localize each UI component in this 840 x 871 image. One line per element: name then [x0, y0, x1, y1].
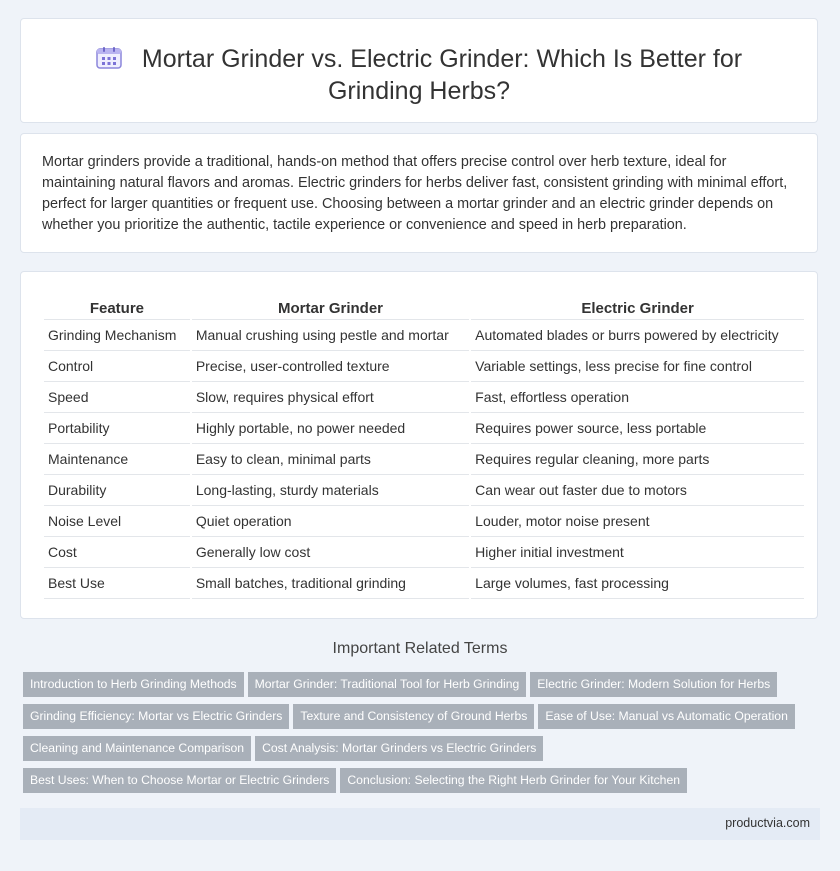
related-term-tag[interactable]: Conclusion: Selecting the Right Herb Grinder for Your Kitchen	[340, 768, 687, 793]
cell-electric-grinder: Fast, effortless operation	[471, 382, 804, 413]
related-term-tag[interactable]: Grinding Efficiency: Mortar vs Electric Grinders	[23, 704, 289, 729]
cell-electric-grinder: Higher initial investment	[471, 537, 804, 568]
header-card	[20, 18, 818, 123]
related-term-tag[interactable]: Electric Grinder: Modern Solution for Herbs	[530, 672, 777, 697]
table-row	[44, 382, 804, 413]
cell-electric-grinder: Can wear out faster due to motors	[471, 475, 804, 506]
related-term-tag[interactable]: Best Uses: When to Choose Mortar or Electric Grinders	[23, 768, 336, 793]
comparison-table	[42, 295, 806, 599]
cell-feature: Speed	[44, 382, 190, 413]
header-feature: Feature	[44, 295, 190, 320]
cell-feature: Maintenance	[44, 444, 190, 475]
cell-mortar-grinder: Manual crushing using pestle and mortar	[192, 320, 469, 351]
comparison-card	[20, 271, 818, 619]
table-body	[44, 320, 804, 599]
table-header-row	[44, 295, 804, 320]
header	[61, 43, 777, 107]
table-row	[44, 475, 804, 506]
cell-feature: Grinding Mechanism	[44, 320, 190, 351]
cell-feature: Best Use	[44, 568, 190, 599]
cell-mortar-grinder: Highly portable, no power needed	[192, 413, 469, 444]
cell-mortar-grinder: Slow, requires physical effort	[192, 382, 469, 413]
table-row	[44, 568, 804, 599]
cell-mortar-grinder: Long-lasting, sturdy materials	[192, 475, 469, 506]
related-term-tag[interactable]: Texture and Consistency of Ground Herbs	[293, 704, 534, 729]
cell-feature: Cost	[44, 537, 190, 568]
cell-mortar-grinder: Small batches, traditional grinding	[192, 568, 469, 599]
related-term-tag[interactable]: Mortar Grinder: Traditional Tool for Herb Grinding	[248, 672, 527, 697]
cell-mortar-grinder: Generally low cost	[192, 537, 469, 568]
table-row	[44, 413, 804, 444]
page-title	[61, 43, 777, 107]
cell-electric-grinder: Large volumes, fast processing	[471, 568, 804, 599]
header-mortar-grinder: Mortar Grinder	[192, 295, 469, 320]
table-row	[44, 351, 804, 382]
related-term-tag[interactable]: Cost Analysis: Mortar Grinders vs Electric Grinders	[255, 736, 543, 761]
cell-electric-grinder: Variable settings, less precise for fine control	[471, 351, 804, 382]
footer	[20, 808, 820, 840]
intro-paragraph: Mortar grinders provide a traditional, hands-on method that offers precise control over herb texture, ideal for maintaining natural flavors and aromas. Electric grinders for herbs deliver fast, consistent grinding with minimal effort, perfect for larger quantities or frequent use. Choosing between a mortar grinder and an electric grinder depends on whether you prioritize the authentic, tactile experience or convenience and speed in herb preparation.	[42, 154, 788, 233]
footer-site: productvia.com	[725, 816, 810, 830]
cell-feature: Noise Level	[44, 506, 190, 537]
cell-electric-grinder: Requires regular cleaning, more parts	[471, 444, 804, 475]
cell-mortar-grinder: Precise, user-controlled texture	[192, 351, 469, 382]
cell-electric-grinder: Requires power source, less portable	[471, 413, 804, 444]
header-electric-grinder: Electric Grinder	[471, 295, 804, 320]
related-term-tag[interactable]: Introduction to Herb Grinding Methods	[23, 672, 244, 697]
cell-feature: Durability	[44, 475, 190, 506]
cell-feature: Control	[44, 351, 190, 382]
cell-feature: Portability	[44, 413, 190, 444]
cell-mortar-grinder: Easy to clean, minimal parts	[192, 444, 469, 475]
table-row	[44, 537, 804, 568]
table-row	[44, 444, 804, 475]
table-row	[44, 506, 804, 537]
related-term-tag[interactable]: Cleaning and Maintenance Comparison	[23, 736, 251, 761]
table-row	[44, 320, 804, 351]
calendar-icon	[96, 47, 122, 69]
related-terms-heading: Important Related Terms	[332, 640, 508, 657]
intro-card	[20, 133, 818, 253]
related-terms-list	[23, 672, 803, 800]
related-term-tag[interactable]: Ease of Use: Manual vs Automatic Operation	[538, 704, 795, 729]
cell-mortar-grinder: Quiet operation	[192, 506, 469, 537]
cell-electric-grinder: Automated blades or burrs powered by electricity	[471, 320, 804, 351]
cell-electric-grinder: Louder, motor noise present	[471, 506, 804, 537]
page-title-text: Mortar Grinder vs. Electric Grinder: Which Is Better for Grinding Herbs?	[141, 45, 743, 105]
